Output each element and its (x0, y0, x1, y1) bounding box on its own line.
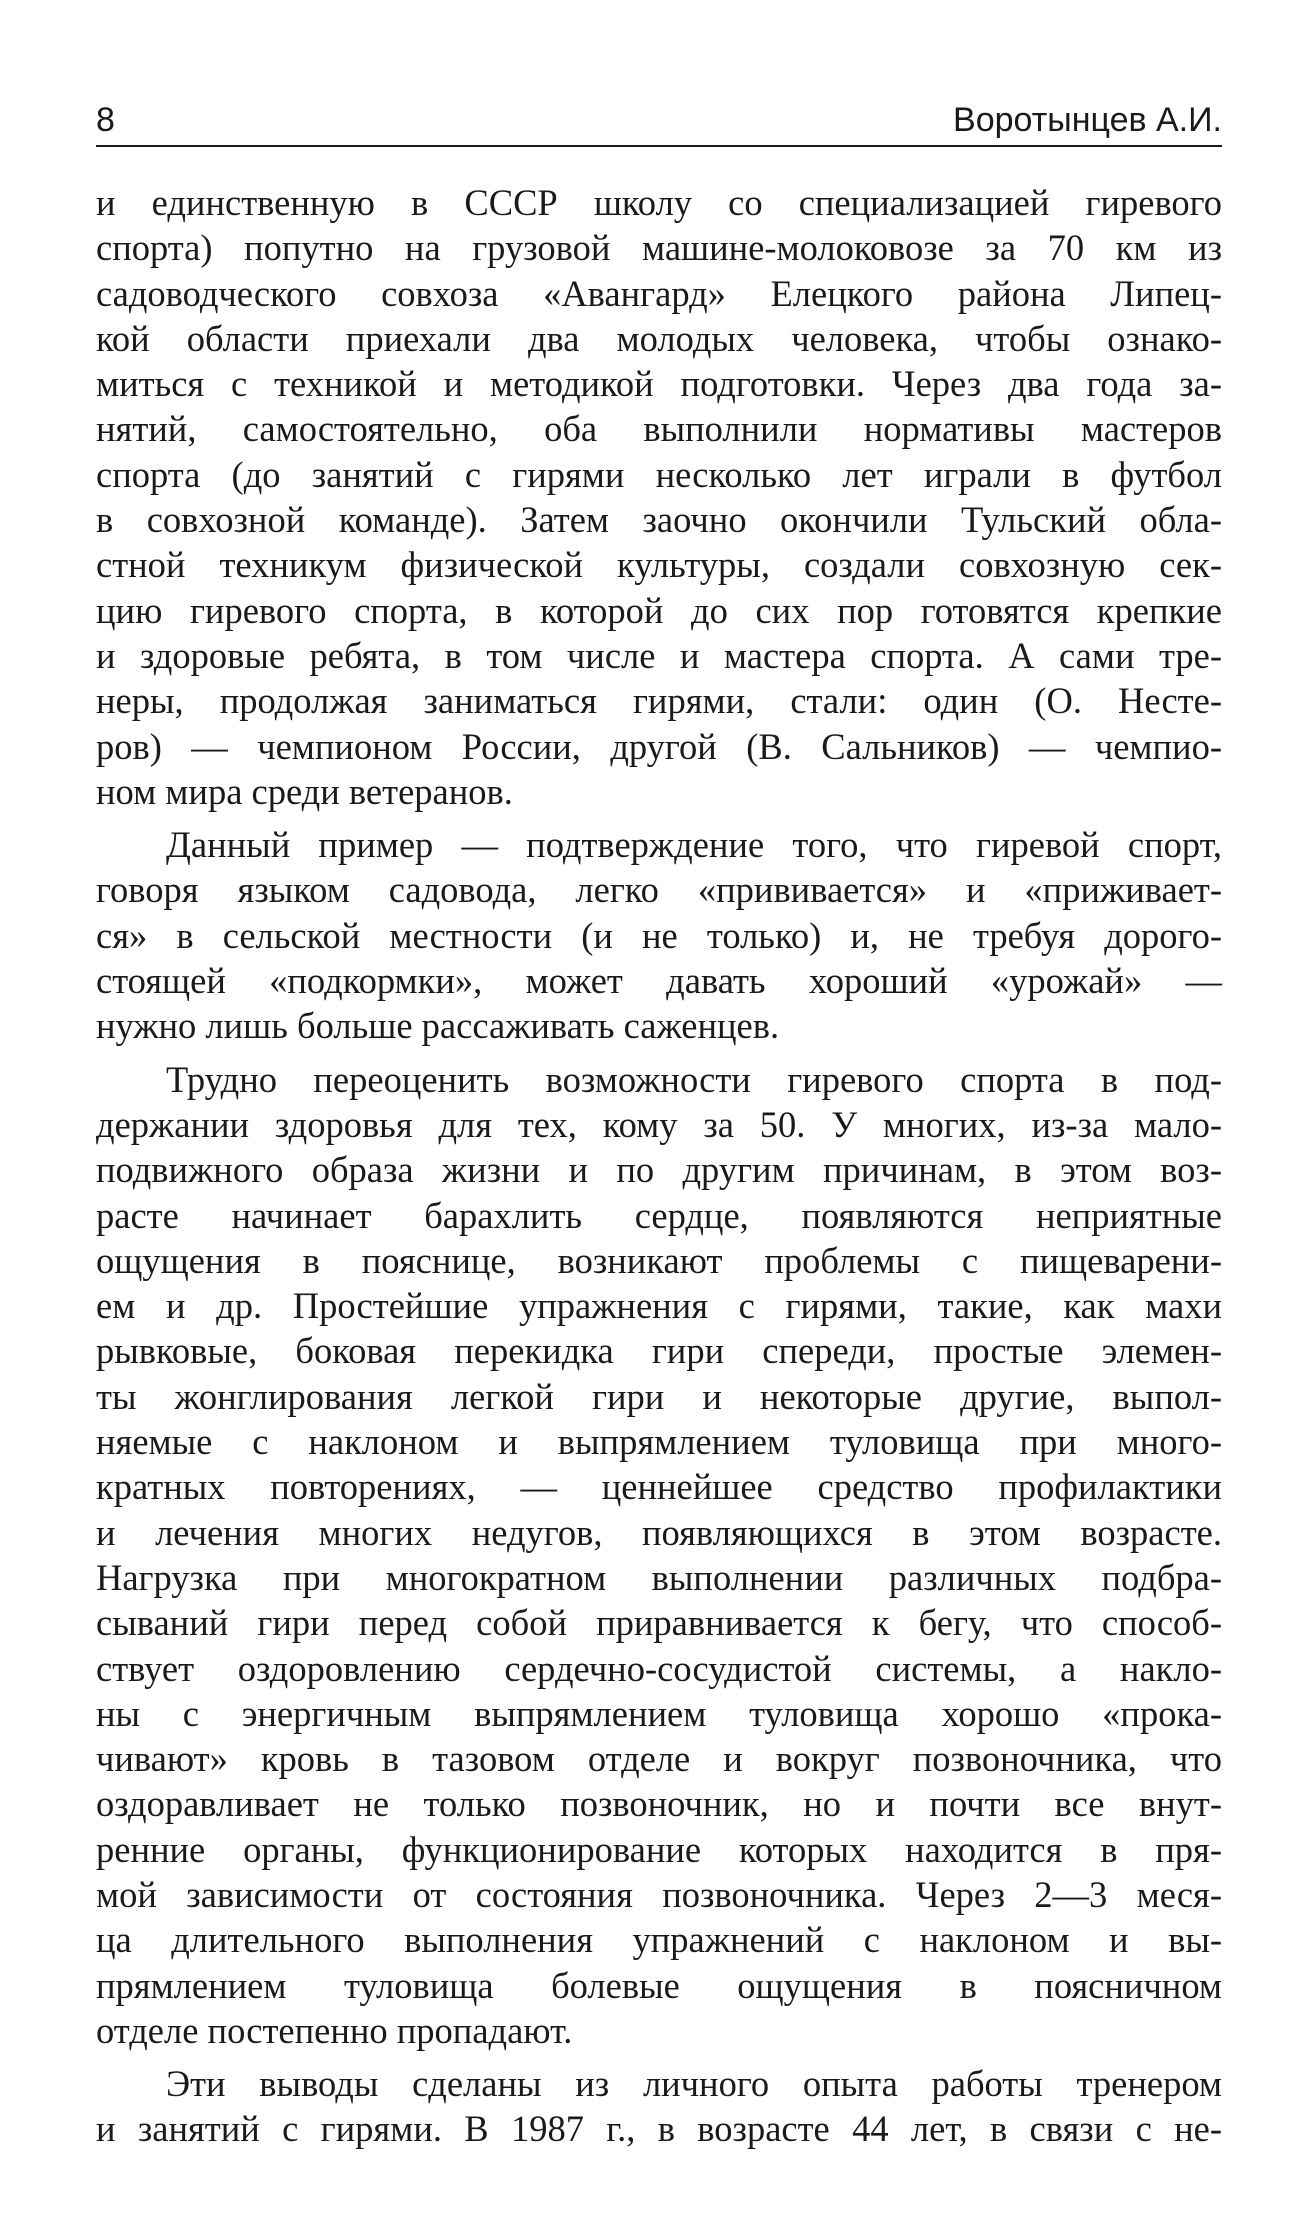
text-line: ощущения в пояснице, возникают проблемы с пищеварени- (96, 1239, 1222, 1281)
text-line: ров) — чемпионом России, другой (В. Сальников) — чемпио- (96, 725, 1222, 767)
text-line: кой области приехали два молодых человека, чтобы ознако- (96, 317, 1222, 359)
page-number: 8 (96, 101, 115, 139)
running-head (96, 95, 1222, 147)
running-head-author: Воротынцев А.И. (953, 101, 1222, 139)
body-text (96, 180, 1222, 2152)
text-line: ны с энергичным выпрямлением туловища хорошо «прока- (96, 1692, 1222, 1734)
text-line: ца длительного выполнения упражнений с наклоном и вы- (96, 1919, 1222, 1961)
text-line: стоящей «подкормки», может давать хороший «урожай» — (96, 960, 1222, 1002)
text-line: и единственную в СССР школу со специализацией гиревого (96, 182, 1222, 223)
text-line: ты жонглирования легкой гири и некоторые другие, выпол- (96, 1375, 1222, 1417)
text-line: кратных повторениях, — ценнейшее средство профилактики (96, 1466, 1222, 1508)
text-line: спорта) попутно на грузовой машине-молоковозе за 70 км из (96, 227, 1222, 269)
text-line: Данный пример — подтверждение того, что гиревой спорт, (166, 824, 1222, 866)
text-line: сываний гири перед собой приравнивается к бегу, что способ- (96, 1602, 1222, 1644)
text-line: мой зависимости от состояния позвоночника. Через 2—3 меся- (96, 1873, 1222, 1915)
text-line: стной техникум физической культуры, создали совхозную сек- (96, 544, 1222, 586)
paragraph (96, 2061, 1222, 2152)
text-line: говоря языком садовода, легко «прививается» и «приживает- (96, 869, 1222, 911)
text-line: в совхозной команде). Затем заочно окончили Тульский обла- (96, 499, 1222, 541)
text-line: неры, продолжая заниматься гирями, стали: один (О. Несте- (96, 680, 1222, 722)
text-line: ствует оздоровлению сердечно-сосудистой системы, а накло- (96, 1647, 1222, 1689)
text-line: и занятий с гирями. В 1987 г., в возрасте 44 лет, в связи с не- (96, 2108, 1222, 2150)
text-line: няемые с наклоном и выпрямлением туловища при много- (96, 1421, 1222, 1463)
text-line: нужно лишь больше рассаживать саженцев. (96, 1005, 780, 1047)
text-line: ся» в сельской местности (и не только) и, не требуя дорого- (96, 914, 1222, 956)
text-line: ном мира среди ветеранов. (96, 770, 513, 812)
paragraph (96, 1057, 1222, 2054)
paragraph (96, 822, 1222, 1048)
text-line: оздоравливает не только позвоночник, но и почти все внут- (96, 1783, 1222, 1825)
text-line: ем и др. Простейшие упражнения с гирями, такие, как махи (96, 1285, 1222, 1327)
text-line: чивают» кровь в тазовом отделе и вокруг позвоночника, что (96, 1738, 1222, 1780)
text-line: рывковые, боковая перекидка гири спереди, простые элемен- (96, 1330, 1222, 1372)
text-line: миться с техникой и методикой подготовки. Через два года за- (96, 363, 1222, 405)
text-line: Нагрузка при многократном выполнении различных подбра- (96, 1556, 1222, 1598)
text-line: спорта (до занятий с гирями несколько лет играли в футбол (96, 453, 1222, 495)
text-line: Трудно переоценить возможности гиревого спорта в под- (166, 1058, 1222, 1100)
text-line: держании здоровья для тех, кому за 50. У многих, из-за мало- (96, 1103, 1222, 1145)
text-line: отделе постепенно пропадают. (96, 2009, 573, 2051)
text-line: и лечения многих недугов, появляющихся в этом возрасте. (96, 1511, 1222, 1553)
text-line: ренние органы, функционирование которых находится в пря- (96, 1828, 1222, 1870)
text-line: подвижного образа жизни и по другим причинам, в этом воз- (96, 1149, 1222, 1191)
text-line: нятий, самостоятельно, оба выполнили нормативы мастеров (96, 408, 1222, 450)
text-line: расте начинает барахлить сердце, появляются неприятные (96, 1194, 1222, 1236)
text-line: садоводческого совхоза «Авангард» Елецкого района Липец- (96, 272, 1222, 314)
text-line: и здоровые ребята, в том числе и мастера спорта. А сами тре- (96, 634, 1222, 676)
text-line: Эти выводы сделаны из личного опыта работы тренером (166, 2063, 1222, 2105)
text-line: цию гиревого спорта, в которой до сих пор готовятся крепкие (96, 589, 1222, 631)
paragraph (96, 180, 1222, 814)
text-line: прямлением туловища болевые ощущения в поясничном (96, 1964, 1222, 2006)
